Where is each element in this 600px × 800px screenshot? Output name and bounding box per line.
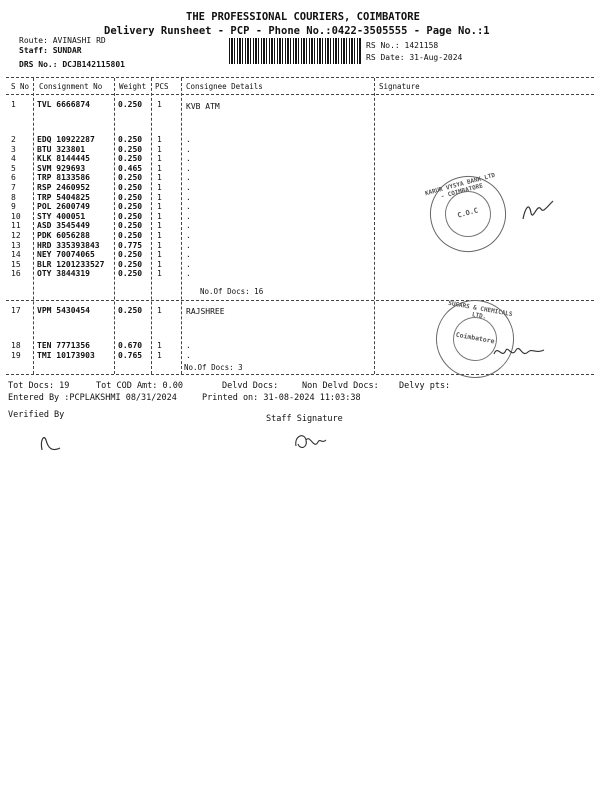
consignment-number: TEN 7771356 — [37, 341, 90, 350]
signature-rajshree — [490, 340, 550, 364]
serial-number: 10 — [11, 211, 21, 221]
consignee-detail: . — [186, 351, 191, 360]
pieces: 1 — [157, 202, 162, 212]
staff-signature — [290, 428, 330, 454]
consignee-detail: . — [186, 135, 191, 144]
consignment-number: BLR 1201233527 — [37, 259, 105, 269]
pieces: 1 — [157, 163, 162, 173]
consignment-number: ASD 3545449 — [37, 221, 90, 231]
route: Route: AVINASHI RD — [19, 36, 106, 45]
consignee-detail: . — [186, 231, 191, 240]
consignee-detail: . — [186, 192, 191, 202]
serial-number: 16 — [11, 269, 21, 279]
consignment-number: POL 2600749 — [37, 202, 90, 212]
weight: 0.775 — [118, 240, 143, 250]
consignee-detail: . — [186, 211, 191, 221]
pieces: 1 — [157, 240, 162, 250]
weight: 0.250 — [118, 144, 143, 154]
pieces: 1 — [157, 154, 162, 164]
weight: 0.250 — [118, 259, 143, 269]
consignee-detail: . — [186, 250, 191, 260]
total-cod: Tot COD Amt: 0.00 — [96, 381, 183, 391]
pieces: 1 — [157, 306, 162, 315]
consignment-number: TVL 6666874 — [37, 100, 90, 109]
consignment-number: SVM 929693 — [37, 163, 86, 173]
weight: 0.465 — [118, 163, 143, 173]
pieces: 1 — [157, 192, 162, 202]
table-row — [0, 135, 600, 145]
entered-by: Entered By :PCPLAKSHMI 08/31/2024 — [8, 393, 177, 403]
serial-number: 15 — [11, 259, 21, 269]
docs-count: No.Of Docs: 3 — [184, 363, 243, 372]
table-row — [0, 221, 600, 231]
pieces: 1 — [157, 144, 162, 154]
table-row — [0, 145, 600, 155]
table-row — [0, 193, 600, 203]
pieces: 1 — [157, 269, 162, 279]
barcode — [229, 38, 361, 64]
pieces: 1 — [157, 211, 162, 221]
pieces: 1 — [157, 183, 162, 192]
table-row — [0, 100, 600, 110]
consignee-detail: . — [186, 240, 191, 250]
consignment-number: TMI 10173903 — [37, 351, 95, 360]
weight: 0.250 — [118, 173, 143, 183]
table-row — [0, 231, 600, 241]
weight: 0.250 — [118, 192, 143, 202]
weight: 0.250 — [118, 221, 143, 231]
weight: 0.250 — [118, 250, 143, 260]
pieces: 1 — [157, 221, 162, 231]
weight: 0.250 — [118, 306, 143, 315]
consignment-number: OTY 3844319 — [37, 269, 90, 279]
serial-number: 6 — [11, 173, 16, 183]
weight: 0.765 — [118, 351, 143, 360]
consignee-detail: . — [186, 173, 191, 183]
staff-signature-label: Staff Signature — [266, 414, 343, 424]
verified-by-label: Verified By — [8, 410, 65, 420]
consignee-detail: . — [186, 154, 191, 164]
consignee-detail: . — [186, 259, 191, 269]
consignment-number: BTU 323801 — [37, 144, 86, 154]
consignment-number: NEY 70074065 — [37, 250, 95, 260]
table-row — [0, 212, 600, 222]
serial-number: 8 — [11, 192, 16, 202]
consignee-detail: . — [186, 183, 191, 192]
consignment-number: TRP 5404825 — [37, 192, 90, 202]
serial-number: 9 — [11, 202, 16, 212]
signature-kvb — [515, 195, 560, 225]
table-row — [0, 260, 600, 270]
rs-date: RS Date: 31-Aug-2024 — [366, 53, 463, 62]
docs-count: No.Of Docs: 16 — [200, 287, 264, 296]
serial-number: 14 — [11, 250, 21, 260]
consignee-detail: . — [186, 269, 191, 279]
pieces: 1 — [157, 259, 162, 269]
weight: 0.250 — [118, 183, 143, 192]
consignment-number: EDQ 10922287 — [37, 135, 95, 144]
printed-on: Printed on: 31-08-2024 11:03:38 — [202, 393, 361, 403]
serial-number: 13 — [11, 240, 21, 250]
table-row — [0, 250, 600, 260]
consignee-detail: . — [186, 144, 191, 154]
delivery-points: Delvy pts: — [399, 381, 451, 391]
serial-number: 11 — [11, 221, 21, 231]
consignee-name: RAJSHREE — [186, 307, 225, 316]
drs-number: DRS No.: DCJB142115801 — [19, 60, 125, 69]
table-row — [0, 183, 600, 193]
col-consignee: Consignee Details — [186, 82, 263, 91]
pieces: 1 — [157, 250, 162, 260]
pieces: 1 — [157, 231, 162, 240]
weight: 0.250 — [118, 269, 143, 279]
company-name: THE PROFESSIONAL COURIERS, COIMBATORE — [186, 11, 420, 23]
consignee-detail: . — [186, 341, 191, 350]
weight: 0.250 — [118, 135, 143, 144]
non-delivered-docs: Non Delvd Docs: — [302, 381, 379, 391]
weight: 0.250 — [118, 100, 143, 109]
col-pcs: PCS — [155, 82, 169, 91]
table-row — [0, 164, 600, 174]
weight: 0.250 — [118, 202, 143, 212]
weight: 0.250 — [118, 231, 143, 240]
consignee-detail: . — [186, 202, 191, 212]
pieces: 1 — [157, 100, 162, 109]
consignment-number: VPM 5430454 — [37, 306, 90, 315]
consignment-number: RSP 2460952 — [37, 183, 90, 192]
pieces: 1 — [157, 135, 162, 144]
consignee-detail: . — [186, 163, 191, 173]
staff: Staff: SUNDAR — [19, 46, 82, 55]
group-separator — [6, 300, 594, 301]
consignment-number: STY 400051 — [37, 211, 86, 221]
pieces: 1 — [157, 173, 162, 183]
serial-number: 12 — [11, 231, 21, 240]
col-sno: S No — [11, 82, 30, 91]
total-docs: Tot Docs: 19 — [8, 381, 70, 391]
weight: 0.250 — [118, 211, 143, 221]
serial-number: 1 — [11, 100, 16, 109]
table-row — [0, 269, 600, 279]
rs-number: RS No.: 1421158 — [366, 41, 439, 50]
col-weight: Weight — [119, 82, 147, 91]
verifier-signature — [34, 430, 64, 456]
table-row — [0, 241, 600, 251]
header-top-rule — [6, 77, 594, 78]
serial-number: 3 — [11, 144, 16, 154]
serial-number: 19 — [11, 351, 21, 360]
serial-number: 18 — [11, 341, 21, 350]
runsheet-title: Delivery Runsheet - PCP - Phone No.:0422-3505555 - Page No.:1 — [104, 25, 490, 37]
consignee-detail: . — [186, 221, 191, 231]
pieces: 1 — [157, 351, 162, 360]
consignment-number: TRP 8133586 — [37, 173, 90, 183]
consignment-number: PDK 6056288 — [37, 231, 90, 240]
header-bottom-rule — [6, 94, 594, 95]
weight: 0.670 — [118, 341, 143, 350]
col-consignment: Consignment No — [39, 82, 103, 91]
table-bottom-rule — [6, 374, 594, 375]
serial-number: 2 — [11, 135, 16, 144]
table-row — [0, 173, 600, 183]
bank-stamp: KARUR VYSYA BANK LTD - COIMBATORE C.O.C — [421, 167, 514, 260]
consignment-number: HRD 335393843 — [37, 240, 100, 250]
serial-number: 4 — [11, 154, 16, 164]
table-row — [0, 202, 600, 212]
consignment-number: KLK 8144445 — [37, 154, 90, 164]
serial-number: 17 — [11, 306, 21, 315]
consignee-name: KVB ATM — [186, 102, 220, 111]
company-stamp: SUGARS & CHEMICALS LTD. Coimbatore — [430, 294, 520, 384]
weight: 0.250 — [118, 154, 143, 164]
serial-number: 7 — [11, 183, 16, 192]
table-row — [0, 154, 600, 164]
pieces: 1 — [157, 341, 162, 350]
serial-number: 5 — [11, 163, 16, 173]
delivered-docs: Delvd Docs: — [222, 381, 279, 391]
col-signature: Signature — [379, 82, 420, 91]
